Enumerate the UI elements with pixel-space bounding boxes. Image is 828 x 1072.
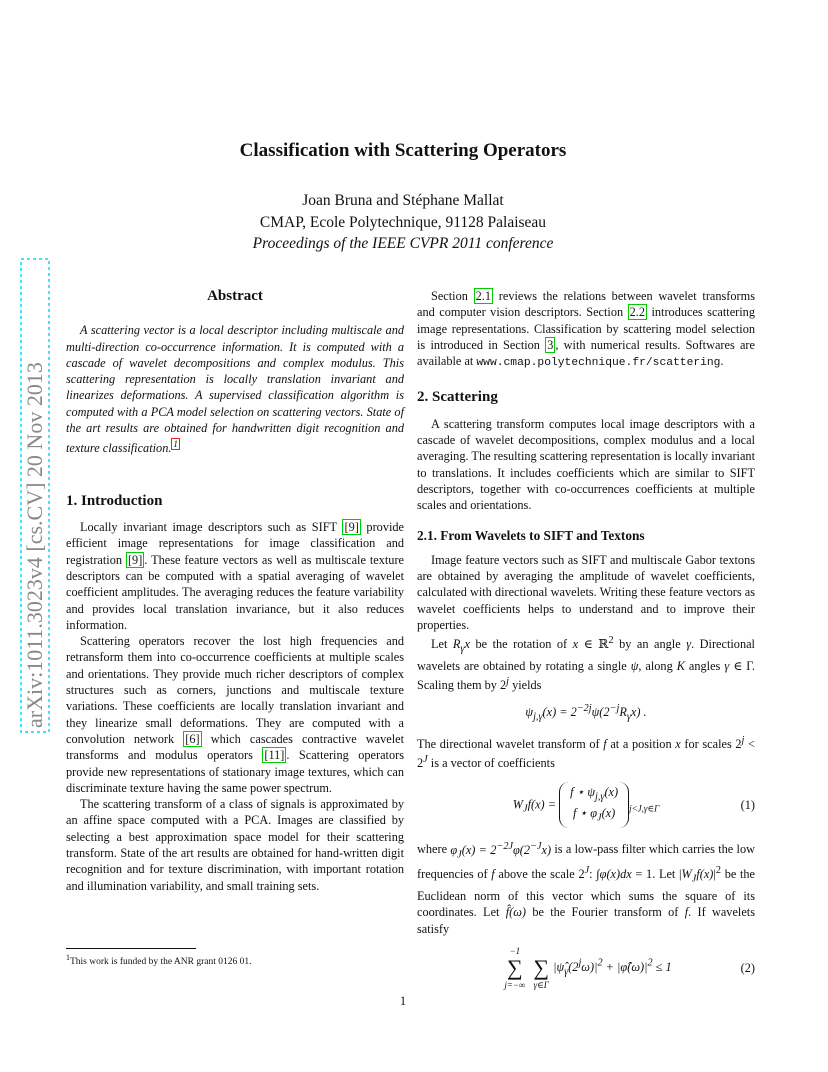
subsection-2-1-paragraph-1: Image feature vectors such as SIFT and multiscale Gabor textons are obtained by averaging the amplitude of wavelet coefficients, calculated with directional wavelets. Writing these feature vectors as wavelet coefficients helps to understand and to improve their properties. — [417, 552, 755, 633]
abstract-body: A scattering vector is a local descriptor including multiscale and multi-direction co-occurrence information. It is computed with a cascade of wavelet decompositions and complex modulus. This scattering representation is locally translation invariant and linearizes deformations. A supervised classification algorithm is computed with a PCA model selection on scattering vectors. State of the art results are obtained for handwritten digit recognition and texture classification. $^1$ — [66, 323, 404, 456]
intro-paragraph-3: The scattering transform of a class of signals is approximated by an affine space computed with a PCA. Images are classified by selecting a best approximation space model for their scattering transform. State of the art results are obtained for hand-written digit recognition and for texture discrimination, with important rotation and illumination variability, and small training sets. — [66, 797, 404, 893]
section-2-heading: 2. Scattering — [417, 389, 498, 406]
software-url[interactable]: www.cmap.polytechnique.fr/scattering — [476, 357, 721, 370]
section-1-heading: 1. Introduction — [66, 492, 163, 509]
authors: Joan Bruna and Stéphane Mallat — [302, 192, 504, 209]
paper-title: Classification with Scattering Operators — [239, 140, 567, 161]
equation-1: $W_Jf(x) = f$ ⋆ $\psi_{j,\gamma}(x)$ f ⋆ $\varphi_J(x)$ $_{j<J,\gamma\in\Gamma}$ (1) — [417, 782, 755, 829]
wavelet-scaling-equation: $\psi_{j,\gamma}(x) = 2^{-2j}\psi(2^{-j}R_\gamma x)$ . — [525, 702, 647, 723]
citation-link-11[interactable]: [11] — [264, 748, 285, 763]
citation-link-6[interactable]: [6] — [185, 731, 200, 746]
footnote-link[interactable]: 1 — [173, 439, 178, 450]
citation-link-9[interactable]: [9] — [344, 520, 359, 535]
arxiv-text: arXiv:1011.3023v4 [cs.CV] 20 Nov 2013 — [22, 362, 47, 728]
page-number: 1 — [399, 994, 407, 1008]
arxiv-identifier[interactable] — [20, 258, 50, 733]
left-column — [66, 288, 404, 894]
intro-paragraph-2: Scattering operators recover the lost high frequencies and retransform them into co-occurrence coefficients at multiple scales and orientations. They provide much richer descriptors of complex structures such as corners, junctions and multiscale texture variations. These coefficients are locally translation invariant and they linearize small deformations. They are computed with a convolution network [6] which cascades contractive wavelet transforms and modulus operators [11] . Scattering operators provide new representations of stationary image textures, which can discriminate texture having the same power spectrum. — [66, 634, 404, 795]
section-link-3[interactable]: 3 — [547, 337, 554, 352]
lowpass-paragraph: where $\varphi_J(x) = 2^{-2J}\varphi(2^{-J}x)$ is a low-pass filter which carries the low frequencies of f above the scale $2^J$: ∫φ(x)dx = 1. Let $|W_Jf(x)|^2$ be the Euclidean norm of this vector which sums the square of its coordinates. Let f̂(ω) be the Fourier transform of f. If wavelets satisfy — [417, 840, 756, 936]
right-column — [417, 288, 755, 999]
footnote-rule — [66, 948, 196, 949]
equation-2-number: (2) — [740, 960, 755, 975]
subsection-2-1-heading: 2.1. From Wavelets to SIFT and Textons — [417, 527, 645, 543]
section-link-2-2[interactable]: 2.2 — [629, 305, 645, 320]
subsection-2-1-paragraph-2: Let $R_\gamma x$ be the rotation of x ∈ ℝ$^2$ by an angle γ. Directional wavelets are obtained by rotating a single ψ, along K angles γ ∈ Γ. Scaling them by 2$^j$ yields — [417, 635, 755, 693]
section-2-paragraph: A scattering transform computes local image descriptors with a cascade of wavelet decompositions, complex modulus and a local averaging. The resulting scattering representation is locally invariant to translations. It includes coefficients which are similar to SIFT descriptors, together with co-occurrences coefficients at multiple scales and orientations. — [417, 416, 755, 513]
proceedings: Proceedings of the IEEE CVPR 2011 conference — [252, 235, 554, 252]
affiliation: CMAP, Ecole Polytechnique, 91128 Palaiseau — [259, 214, 547, 231]
citation-link-9b[interactable]: [9] — [127, 552, 143, 567]
footnote: $^1$This work is funded by the ANR grant 0126 01. — [66, 953, 252, 968]
sections-overview: Section 2.1 reviews the relations between wavelet transforms and computer vision descriptors. Section 2.2 introduces scattering image representations. Classification by scattering model selection is introduced in Section 3 , with numerical results. Softwares are available at www.cmap.polytechnique.fr/scattering. — [417, 289, 755, 370]
intro-paragraph-1: Locally invariant image descriptors such as SIFT [9] provide efficient image representations for image classification and registration [9] . These feature vectors as well as multiscale texture descriptors can be computed with a spatial averaging of wavelet coefficient amplitudes. The averaging reduces the feature variability and provides local translation invariance, but it also reduces information. — [66, 520, 404, 632]
abstract-heading: Abstract — [207, 288, 263, 304]
directional-transform-paragraph: The directional wavelet transform of f at a position x for scales $2^j < 2^J$ is a vector of coefficients — [417, 734, 755, 771]
section-link-2-1[interactable]: 2.1 — [475, 289, 492, 303]
equation-2: −1 ∑ j=−∞ ∑ $\gamma\in\Gamma|\psî_\gamma(2^j\omega)|^2$ + $|\varphî(\omega)|^2 \le 1$ (2) — [504, 945, 755, 990]
equation-1-number: (1) — [740, 797, 755, 812]
